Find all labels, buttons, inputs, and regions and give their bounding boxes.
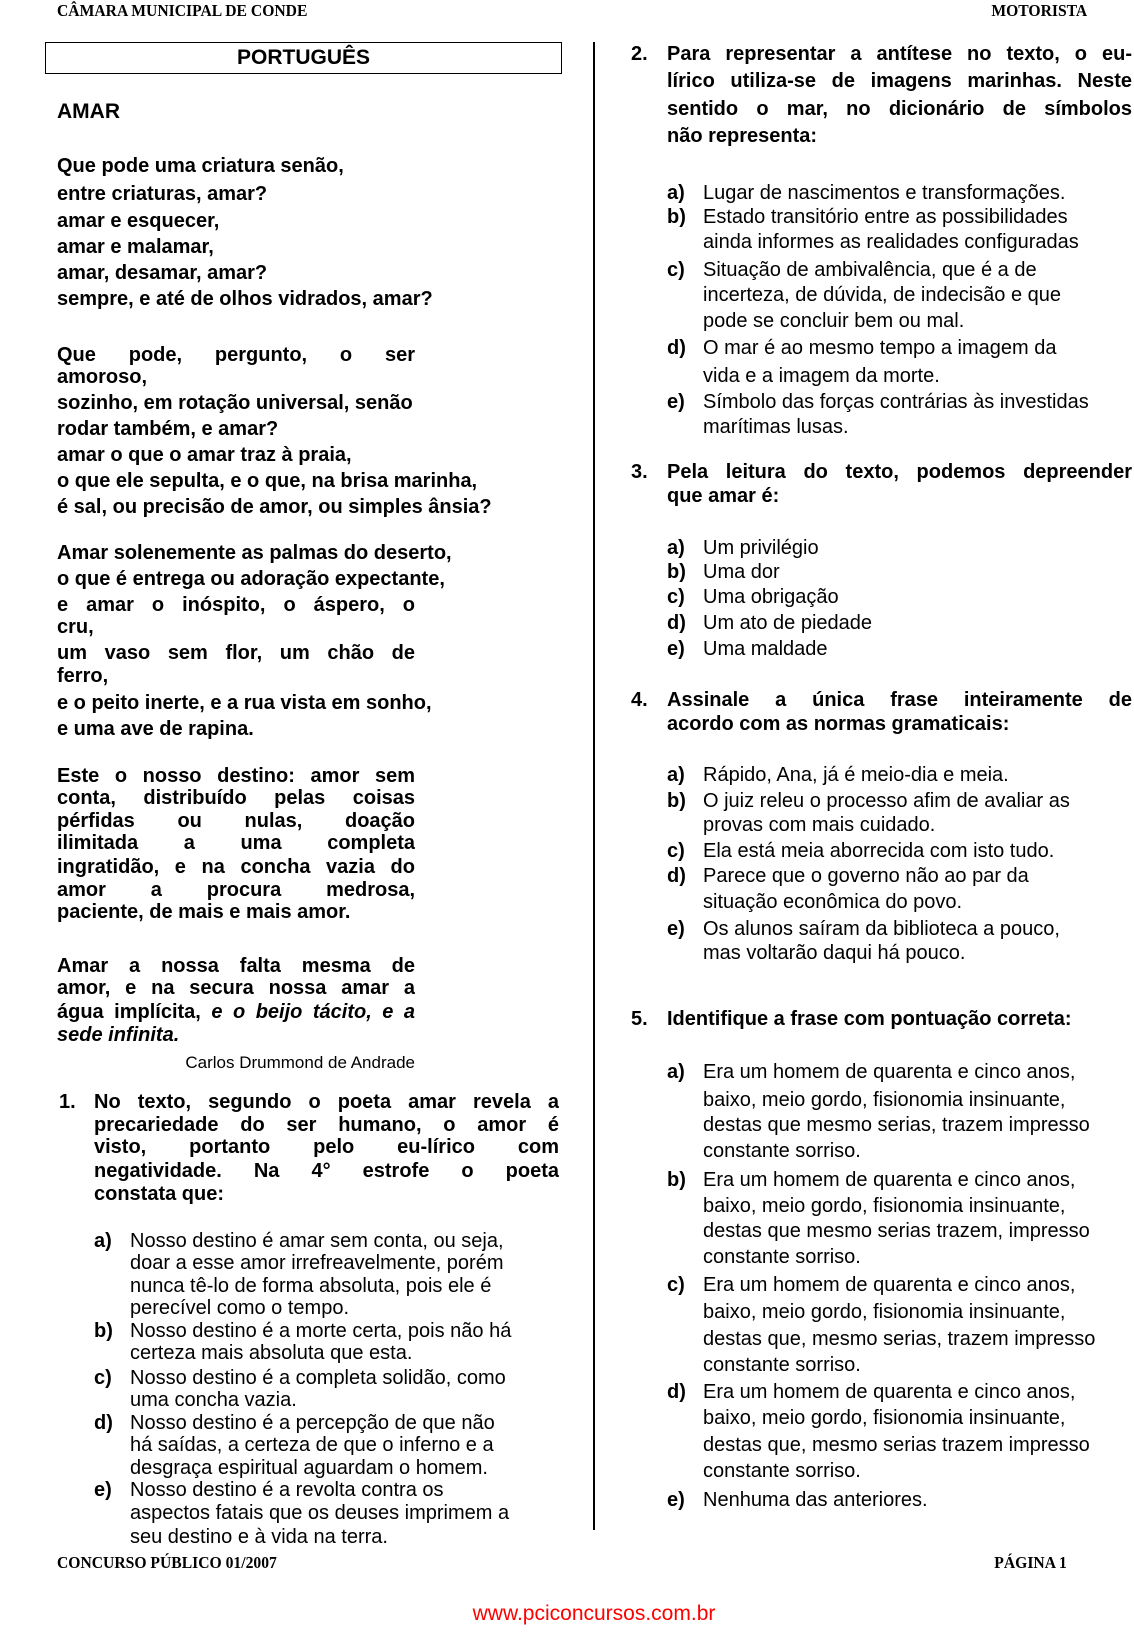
option-text-line: baixo, meio gordo, fisionomia insinuante, [703, 1195, 1066, 1217]
option-text-line: Nosso destino é a morte certa, pois não há [130, 1320, 512, 1342]
option-letter: e) [94, 1479, 112, 1501]
question-stem-line: Para representar a antítese no texto, o eu- [667, 43, 1132, 65]
option-text-line: Era um homem de quarenta e cinco anos, [703, 1169, 1076, 1191]
option-text-line: Era um homem de quarenta e cinco anos, [703, 1061, 1076, 1083]
poem-line: e amar o inóspito, o áspero, o [57, 594, 415, 616]
poem-line: um vaso sem flor, um chão de [57, 642, 415, 664]
option-text-line: aspectos fatais que os deuses imprimem a [130, 1502, 510, 1524]
option-text-line: constante sorriso. [703, 1354, 861, 1376]
poem-line [57, 1023, 415, 1047]
option-text-line: Estado transitório entre as possibilidades [703, 206, 1068, 228]
option-text-line: constante sorriso. [703, 1246, 861, 1268]
poem-line: entre criaturas, amar? [57, 183, 268, 205]
question-number: 4. [631, 689, 648, 711]
question-stem-line: constata que: [94, 1183, 225, 1205]
option-text-line: Nosso destino é a revolta contra os [130, 1479, 444, 1501]
poem-author: Carlos Drummond de Andrade [185, 1053, 415, 1072]
poem-line: ingratidão, e na concha vazia do [57, 856, 415, 878]
poem-title: AMAR [57, 100, 120, 123]
question-stem-line: Pela leitura do texto, podemos depreender [667, 461, 1132, 483]
option-letter: c) [94, 1367, 112, 1389]
poem-line: amoroso, [57, 366, 148, 388]
option-text-line: incerteza, de dúvida, de indecisão e que [703, 284, 1062, 306]
poem-line: Que pode uma criatura senão, [57, 155, 344, 177]
poem-line [57, 1000, 415, 1024]
option-text-line: ainda informes as realidades configuradas [703, 231, 1079, 253]
option-text-line: Um ato de piedade [703, 612, 873, 634]
question-number: 1. [59, 1091, 76, 1113]
option-text-line: Ela está meia aborrecida com isto tudo. [703, 840, 1055, 862]
poem-line: cru, [57, 616, 94, 638]
option-text-line: O mar é ao mesmo tempo a imagem da [703, 337, 1057, 359]
poem-line: paciente, de mais e mais amor. [57, 901, 351, 923]
option-letter: e) [667, 1489, 685, 1511]
italic-text: e o beijo tácito, e a [211, 1001, 415, 1023]
option-text-line: há saídas, a certeza de que o inferno e a [130, 1434, 494, 1456]
question-stem-line: acordo com as normas gramaticais: [667, 713, 1010, 735]
option-text-line: constante sorriso. [703, 1140, 861, 1162]
option-letter: d) [667, 612, 686, 634]
header-job-title: MOTORISTA [991, 1, 1087, 20]
option-text-line: desgraça espiritual aguardam o homem. [130, 1457, 488, 1479]
option-letter: a) [667, 537, 685, 559]
option-text-line: uma concha vazia. [130, 1389, 297, 1411]
text-segment: Amar a nossa falta mesma de [57, 955, 415, 977]
option-text-line: Parece que o governo não ao par da [703, 865, 1029, 887]
option-text-line: provas com mais cuidado. [703, 814, 936, 836]
question-stem-line: que amar é: [667, 485, 780, 507]
option-text-line: O juiz releu o processo afim de avaliar as [703, 790, 1070, 812]
question-number: 5. [631, 1008, 648, 1030]
option-letter: a) [94, 1230, 112, 1252]
option-letter: e) [667, 391, 685, 413]
question-stem-line: lírico utiliza-se de imagens marinhas. Neste [667, 70, 1132, 92]
question-number: 3. [631, 461, 648, 483]
option-letter: c) [667, 1274, 685, 1296]
option-text-line: perecível como o tempo. [130, 1297, 349, 1319]
option-text-line: destas que mesmo serias, trazem impresso [703, 1114, 1090, 1136]
option-text-line: seu destino e à vida na terra. [130, 1526, 388, 1548]
option-text-line: Era um homem de quarenta e cinco anos, [703, 1274, 1076, 1296]
poem-line: amar e malamar, [57, 236, 214, 258]
option-text-line: doar a esse amor irrefreavelmente, porém [130, 1252, 504, 1274]
option-text-line: Nosso destino é amar sem conta, ou seja, [130, 1230, 504, 1252]
poem-line: amar, desamar, amar? [57, 262, 268, 284]
option-letter: c) [667, 840, 685, 862]
poem-line: é sal, ou precisão de amor, ou simples ânsia? [57, 496, 492, 518]
option-letter: b) [667, 790, 686, 812]
header-institution: CÂMARA MUNICIPAL DE CONDE [57, 1, 308, 20]
poem-line: conta, distribuído pelas coisas [57, 787, 415, 809]
footer-exam-name: CONCURSO PÚBLICO 01/2007 [57, 1553, 277, 1572]
option-text-line: marítimas lusas. [703, 416, 849, 438]
option-text-line: Lugar de nascimentos e transformações. [703, 182, 1066, 204]
option-text-line: constante sorriso. [703, 1460, 861, 1482]
question-stem-line: negatividade. Na 4° estrofe o poeta [94, 1160, 559, 1182]
option-letter: a) [667, 182, 685, 204]
option-text-line: Rápido, Ana, já é meio-dia e meia. [703, 764, 1009, 786]
option-text-line: pode se concluir bem ou mal. [703, 310, 965, 332]
question-number: 2. [631, 43, 648, 65]
option-text-line: Nosso destino é a completa solidão, como [130, 1367, 506, 1389]
question-stem-line: visto, portanto pelo eu-lírico com [94, 1136, 559, 1158]
poem-line: o que é entrega ou adoração expectante, [57, 568, 445, 590]
question-stem-line: No texto, segundo o poeta amar revela a [94, 1091, 559, 1113]
poem-line: e o peito inerte, e a rua vista em sonho, [57, 692, 432, 714]
poem-line: Este o nosso destino: amor sem [57, 765, 415, 787]
option-letter: b) [667, 1169, 686, 1191]
option-text-line: nunca tê-lo de forma absoluta, pois ele é [130, 1275, 492, 1297]
poem-line: Que pode, pergunto, o ser [57, 344, 415, 366]
question-stem-line: Assinale a única frase inteiramente de [667, 689, 1132, 711]
text-segment: água implícita, [57, 1001, 212, 1023]
option-letter: d) [667, 1381, 686, 1403]
option-text-line: certeza mais absoluta que esta. [130, 1342, 413, 1364]
text-segment: amor, e na secura nossa amar a [57, 977, 415, 999]
poem-line: amar o que o amar traz à praia, [57, 444, 352, 466]
option-letter: a) [667, 764, 685, 786]
option-text-line: Nenhuma das anteriores. [703, 1489, 928, 1511]
poem-line: ferro, [57, 665, 109, 687]
poem-line: sempre, e até de olhos vidrados, amar? [57, 288, 433, 310]
option-text-line: destas que, mesmo serias trazem impresso [703, 1434, 1090, 1456]
option-text-line: Os alunos saíram da biblioteca a pouco, [703, 918, 1060, 940]
poem-line: ilimitada a uma completa [57, 832, 415, 854]
option-text-line: situação econômica do povo. [703, 891, 963, 913]
poem-line: amar e esquecer, [57, 210, 220, 232]
option-letter: d) [667, 337, 686, 359]
question-stem-line: não representa: [667, 125, 818, 147]
footer-page-number: PÁGINA 1 [994, 1553, 1067, 1572]
option-text-line: baixo, meio gordo, fisionomia insinuante, [703, 1407, 1066, 1429]
poem-line: rodar também, e amar? [57, 418, 279, 440]
poem-line: pérfidas ou nulas, doação [57, 810, 415, 832]
option-letter: b) [94, 1320, 113, 1342]
option-text-line: Uma maldade [703, 638, 828, 660]
poem-line [57, 976, 415, 1000]
source-url-link[interactable]: www.pciconcursos.com.br [472, 1602, 716, 1625]
option-letter: b) [667, 206, 686, 228]
question-stem-line: Identifique a frase com pontuação correta: [667, 1008, 1072, 1030]
italic-text: sede infinita. [57, 1024, 180, 1046]
option-letter: c) [667, 259, 685, 281]
poem-line: sozinho, em rotação universal, senão [57, 392, 413, 414]
option-text-line: Nosso destino é a percepção de que não [130, 1412, 495, 1434]
option-letter: d) [667, 865, 686, 887]
question-stem-line: precariedade do ser humano, o amor é [94, 1114, 559, 1136]
option-text-line: Uma dor [703, 561, 780, 583]
column-divider [593, 42, 595, 1530]
option-text-line: Era um homem de quarenta e cinco anos, [703, 1381, 1076, 1403]
question-stem-line: sentido o mar, no dicionário de símbolos [667, 98, 1132, 120]
option-text-line: Um privilégio [703, 537, 819, 559]
section-title: PORTUGUÊS [45, 42, 562, 74]
option-text-line: destas que mesmo serias trazem, impresso [703, 1220, 1090, 1242]
option-text-line: baixo, meio gordo, fisionomia insinuante, [703, 1301, 1066, 1323]
option-text-line: destas que, mesmo serias, trazem impresso [703, 1328, 1096, 1350]
option-letter: d) [94, 1412, 113, 1434]
option-text-line: vida e a imagem da morte. [703, 365, 940, 387]
option-text-line: Situação de ambivalência, que é a de [703, 259, 1037, 281]
poem-line: amor a procura medrosa, [57, 879, 415, 901]
poem-line: o que ele sepulta, e o que, na brisa marinha, [57, 470, 478, 492]
poem-line [57, 954, 415, 978]
option-text-line: mas voltarão daqui há pouco. [703, 942, 966, 964]
option-text-line: baixo, meio gordo, fisionomia insinuante, [703, 1089, 1066, 1111]
poem-line: Amar solenemente as palmas do deserto, [57, 542, 452, 564]
option-letter: e) [667, 918, 685, 940]
option-letter: c) [667, 586, 685, 608]
option-text-line: Símbolo das forças contrárias às investidas [703, 391, 1089, 413]
poem-line: e uma ave de rapina. [57, 718, 254, 740]
option-letter: b) [667, 561, 686, 583]
option-letter: e) [667, 638, 685, 660]
option-letter: a) [667, 1061, 685, 1083]
option-text-line: Uma obrigação [703, 586, 839, 608]
